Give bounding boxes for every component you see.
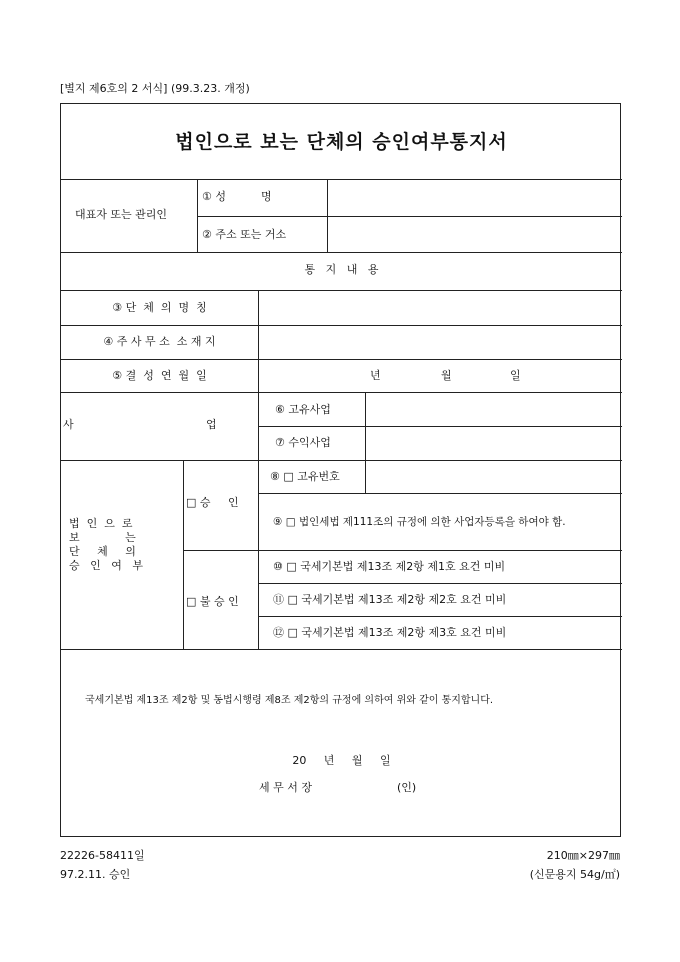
divider [61,359,622,360]
divider [258,583,622,584]
profit-business-label: ⑦ 수익사업 [275,436,331,449]
business-label-left: 사 [63,418,74,431]
divider [258,426,622,427]
proper-business-label: ⑥ 고유사업 [275,403,331,416]
form-code: 22226-58411일 [60,849,145,862]
approved-checkbox[interactable]: □ 승 인 [186,496,239,509]
rejected-checkbox[interactable]: □ 불 승 인 [186,595,239,608]
approval-label-line: 단 체 의 [69,545,136,558]
approval-label-line: 법 인 으 로 [69,517,133,530]
reason-3-checkbox[interactable]: ⑫ □ 국세기본법 제13조 제2항 제3호 요건 미비 [273,626,507,639]
unique-number-checkbox[interactable]: ⑧ □ 고유번호 [270,470,340,483]
divider [61,649,622,650]
divider [61,252,622,253]
divider [61,290,622,291]
approval-label-line: 승 인 여 부 [69,559,143,572]
divider [61,392,622,393]
office-location-label: ④ 주 사 무 소 소 재 지 [103,335,216,348]
date-month: 월 [441,369,452,382]
business-registration-checkbox[interactable]: ⑨ □ 법인세법 제111조의 규정에 의한 사업자등록을 하여야 함. [273,516,566,528]
business-label-right: 업 [206,418,217,431]
divider [61,460,622,461]
approval-date: 97.2.11. 승인 [60,868,131,881]
reason-2-checkbox[interactable]: ⑪ □ 국세기본법 제13조 제2항 제2호 요건 미비 [273,593,507,606]
notice-form [60,103,621,837]
divider [327,179,328,252]
date-year: 년 [370,369,381,382]
divider [258,392,259,649]
signer-title: 세 무 서 장 [259,781,312,794]
divider [258,493,622,494]
form-title: 법인으로 보는 단체의 승인여부통지서 [175,131,508,153]
divider [183,550,622,551]
form-header: [별지 제6호의 2 서식] (99.3.23. 개정) [60,82,250,95]
divider [365,392,366,460]
divider [61,179,622,180]
divider [61,325,622,326]
org-name-label: ③ 단 체 의 명 칭 [112,301,207,314]
divider [258,616,622,617]
divider [197,179,198,252]
address-label: ② 주소 또는 거소 [202,228,287,241]
divider [197,216,622,217]
notice-content-header: 통 지 내 용 [304,263,379,276]
approval-label-line: 보 는 [69,531,136,544]
paper-type: (신문용지 54g/㎡) [529,868,620,881]
paper-size: 210㎜×297㎜ [546,849,620,862]
divider [258,290,259,392]
divider [365,460,366,493]
divider [183,460,184,649]
name-label: ① 성 명 [202,190,272,203]
reason-1-checkbox[interactable]: ⑩ □ 국세기본법 제13조 제2항 제1호 요건 미비 [273,560,506,573]
notice-statement: 국세기본법 제13조 제2항 및 동법시행령 제8조 제2항의 규정에 의하여 위와 같이 통지합니다. [85,695,494,706]
date-day: 일 [510,369,521,382]
notice-date: 20 년 월 일 [292,754,391,767]
seal-mark: (인) [397,781,417,794]
representative-label: 대표자 또는 관리인 [75,208,168,221]
founded-date-label: ⑤ 결 성 연 월 일 [112,369,207,382]
